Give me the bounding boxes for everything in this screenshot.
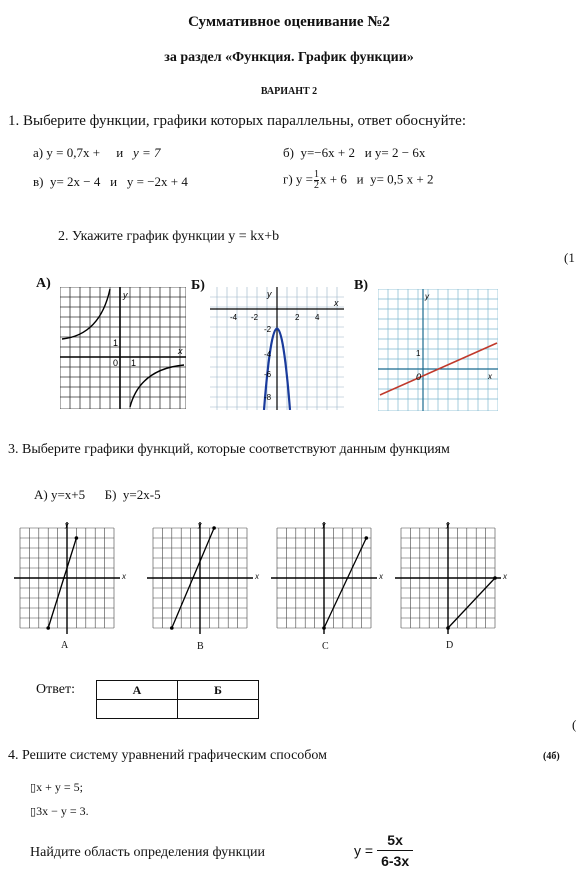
- series-point: [46, 626, 50, 630]
- q1-option-c: [33, 174, 188, 190]
- q1-d-f2: y= 0,5 x + 2: [370, 171, 434, 187]
- variant-label: ВАРИАНТ 2: [260, 86, 318, 97]
- graph-c-label-one: 1: [416, 349, 421, 358]
- q1-d-pre: y =: [295, 171, 314, 187]
- q1-a-label: а): [33, 145, 44, 160]
- graph-b-tick-y3: -6: [264, 370, 272, 379]
- q1-option-d: [283, 170, 434, 191]
- series-point: [446, 626, 450, 630]
- q2-graph-c: [378, 289, 498, 411]
- q1-d-label: г): [283, 171, 293, 187]
- page-subtitle: за раздел «Функция. График функции»: [164, 50, 414, 65]
- series-point: [322, 626, 326, 630]
- graph-b-tick-y1: -2: [264, 325, 272, 334]
- q4-func-pre: y =: [354, 842, 374, 859]
- q1-c-label: в): [33, 174, 44, 189]
- q3-caption-c: C: [322, 641, 329, 652]
- series-point: [75, 536, 79, 540]
- q1-a-f2: y = 7: [133, 145, 161, 160]
- q1-d-fraction: [314, 170, 319, 191]
- answer-table-row: [97, 700, 259, 719]
- q4-equation-1: [30, 780, 83, 795]
- q4-eq1-text: x + y = 5;: [36, 780, 83, 794]
- q3-caption-d: D: [446, 640, 454, 651]
- q1-b-label: б): [283, 145, 294, 160]
- answer-col-b: Б: [178, 681, 259, 700]
- q3-graph-c: [271, 522, 383, 639]
- q1-option-a: [33, 145, 161, 161]
- q2-option-b-label: Б): [191, 278, 205, 293]
- graph-b-tick-x2: -2: [251, 313, 259, 322]
- q2-option-c-label: В): [354, 278, 368, 293]
- graph-b-label-y: y: [267, 289, 272, 299]
- brace-box-icon: ▯: [30, 805, 37, 818]
- q1-c-f2: y = −2x + 4: [126, 174, 188, 189]
- graph-b-tick-y4: -8: [264, 393, 272, 402]
- axis-label-x: x: [503, 572, 507, 581]
- q3-graph-a: [14, 522, 126, 639]
- graph-a-branch-right: [130, 365, 184, 407]
- q4-func-den: 6-3x: [381, 853, 410, 869]
- q3-caption-b: B: [197, 641, 204, 652]
- q2-margin-mark: (1: [564, 250, 575, 265]
- axis-label-y: y: [198, 522, 202, 529]
- graph-a-branch-left: [62, 289, 110, 339]
- q2-graph-a: [60, 287, 186, 409]
- series-line-A: [48, 538, 76, 628]
- q1-d-post: x + 6: [320, 171, 347, 187]
- q4-eq2-text: 3x − y = 3.: [36, 804, 89, 818]
- q2-text: 2. Укажите график функции y = kx+b: [58, 229, 280, 244]
- q4-func-fraction: [377, 830, 413, 871]
- q3-margin-mark: (: [572, 717, 577, 732]
- graph-b-tick-x1: -4: [230, 313, 238, 322]
- q1-d-sep: и: [356, 171, 364, 187]
- series-line-D: [448, 578, 495, 628]
- q4-func-num: 5x: [377, 830, 413, 851]
- q1-a-sep: и: [116, 145, 124, 160]
- q3-graph-d: [395, 522, 507, 639]
- q2-option-a-label: А): [36, 276, 51, 291]
- axis-label-x: x: [122, 572, 126, 581]
- q1-c-sep: и: [110, 174, 118, 189]
- graph-a-label-xone: 1: [131, 358, 137, 368]
- q3-caption-a: A: [61, 640, 69, 651]
- series-line-C: [324, 538, 366, 628]
- page-title: Суммативное оценивание №2: [188, 14, 390, 30]
- q1-d-num: 1: [314, 169, 320, 180]
- graph-b-label-x: x: [334, 298, 339, 308]
- series-point: [493, 576, 497, 580]
- q1-d-den: 2: [314, 180, 320, 191]
- axis-label-x: x: [255, 572, 259, 581]
- graph-a-grid: [60, 287, 186, 409]
- q1-a-f1: y = 0,7x +: [46, 145, 101, 160]
- answer-label: Ответ:: [36, 682, 75, 697]
- brace-box-icon: ▯: [30, 781, 37, 794]
- q1-text: 1. Выберите функции, графики которых параллельны, ответ обоснуйте:: [8, 113, 466, 129]
- answer-table: [96, 680, 259, 719]
- answer-col-a: А: [97, 681, 178, 700]
- q4-domain-text: Найдите область определения функции: [30, 845, 265, 860]
- answer-cell-b[interactable]: [178, 700, 259, 719]
- answer-table-header: [97, 681, 259, 700]
- graph-b-tick-y2: -4: [264, 350, 272, 359]
- q4-equation-2: [30, 804, 89, 819]
- series-point: [212, 526, 216, 530]
- graph-b-tick-x4: 4: [315, 313, 320, 322]
- q3-functions: А) y=x+5 Б) y=2x-5: [34, 487, 161, 502]
- graph-b-tick-x3: 2: [295, 313, 300, 322]
- axis-label-y: y: [65, 522, 69, 529]
- graph-c-label-y: y: [425, 292, 429, 301]
- graph-a-label-x: x: [178, 346, 183, 356]
- graph-a-label-y: y: [123, 290, 128, 300]
- series-point: [365, 536, 369, 540]
- graph-c-label-zero: 0: [416, 372, 422, 382]
- axis-label-x: x: [379, 572, 383, 581]
- q1-c-f1: y= 2x − 4: [49, 174, 101, 189]
- q3-graph-b: [147, 522, 259, 639]
- q1-b-sep: и: [364, 145, 372, 160]
- q1-option-b: [283, 145, 425, 161]
- q3-text: 3. Выберите графики функций, которые соответствуют данным функциям: [8, 442, 450, 457]
- series-point: [170, 626, 174, 630]
- q2-graph-b: [210, 287, 344, 410]
- q1-b-f1: y=−6x + 2: [300, 145, 355, 160]
- graph-c-label-x: x: [488, 372, 492, 381]
- axis-label-y: y: [322, 522, 326, 529]
- q1-b-f2: y= 2 − 6x: [374, 145, 426, 160]
- graph-a-label-one: 1: [113, 338, 119, 348]
- q4-text: 4. Решите систему уравнений графическим способом: [8, 748, 328, 763]
- graph-a-label-zero: 0: [113, 358, 119, 368]
- q4-points: (4б): [543, 751, 560, 762]
- answer-cell-a[interactable]: [97, 700, 178, 719]
- q4-function: [354, 830, 413, 871]
- axis-label-y: y: [446, 522, 450, 529]
